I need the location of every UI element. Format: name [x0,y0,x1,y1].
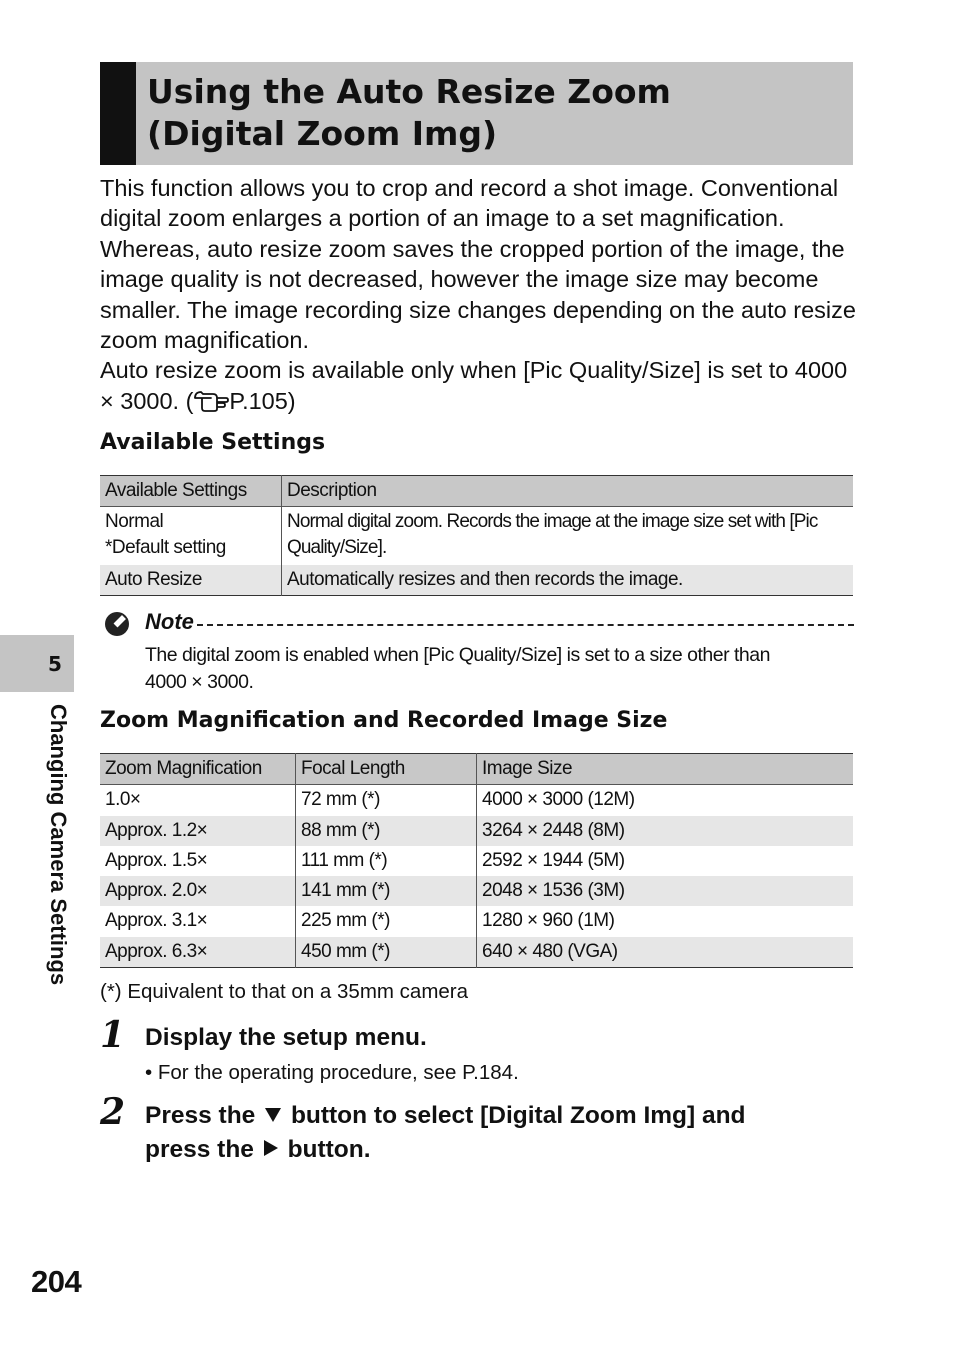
table-header-cell: Description [282,476,854,507]
table-row [100,906,853,936]
note-label: Note [145,609,194,634]
step-number: 1 [100,1014,126,1056]
right-triangle-icon [263,1133,279,1167]
table-row [100,816,853,846]
note-divider [197,624,854,626]
note-text: The digital zoom is enabled when [Pic Quality/Size] is set to a size other than 4000 × 3000. [145,644,770,693]
available-settings-heading: Available Settings [100,430,326,455]
intro-paragraph-2 [100,355,860,420]
table-footnote: (*) Equivalent to that on a 35mm camera [100,980,469,1003]
table-cell: Approx. 1.5× [100,846,296,876]
table-cell: 450 mm (*) [296,937,477,968]
down-triangle-icon [264,1099,282,1133]
table-cell: 2592 × 1944 (5M) [482,849,625,871]
table-cell: 2048 × 1536 (3M) [482,880,625,902]
table-row [100,565,853,596]
title-band [100,62,853,165]
table-header-row [100,476,853,507]
table-cell: 3264 × 2448 (8M) [482,819,625,841]
table-cell: 225 mm (*) [296,906,477,936]
table-cell: Approx. 3.1× [100,906,296,936]
table-cell [100,507,282,566]
table-row [100,507,853,566]
table-row [100,876,853,906]
table-cell: 4000 × 3000 (12M) [482,789,635,811]
table-cell: Auto Resize [100,565,282,596]
setting-name: Normal [105,511,164,532]
table-cell: 1280 × 960 (1M) [482,910,615,932]
table-cell: Approx. 2.0× [100,876,296,906]
zoom-table [100,753,853,968]
page-number: 204 [31,1264,82,1299]
table-cell: Approx. 6.3× [100,937,296,968]
table-header-cell: Image Size [477,754,854,785]
default-setting-note: *Default setting [105,537,226,558]
chapter-title: Changing Camera Settings [46,704,71,986]
table-cell: 141 mm (*) [296,876,477,906]
table-row [100,937,853,968]
page-title [147,71,837,155]
note-header [100,607,854,639]
note-pencil-icon [102,608,132,643]
intro-paragraph-2-text: Auto resize zoom is available only when [Pic Quality/Size] is set to 4000 × 3000. ( [100,357,848,414]
table-row [100,785,853,816]
table-header-cell: Zoom Magnification [100,754,296,785]
step-number: 2 [100,1091,126,1133]
intro-paragraph-1: This function allows you to crop and record a shot image. Conventional digital zoom enlarges a portion of an image to a set magnification. Whereas, auto resize zoom saves the cropped portion of the image, the image quality is not decreased, however the image size may become smaller. The image recording size changes depending on the auto resize zoom magnification. [100,175,856,354]
page-title-line-1: Using the Auto Resize Zoom [147,72,671,111]
table-cell: 72 mm (*) [296,785,477,816]
table-cell: Automatically resizes and then records the image. [287,569,683,590]
page-title-line-2: (Digital Zoom Img) [147,114,498,153]
table-cell: 88 mm (*) [296,816,477,846]
step-2-text [145,1099,746,1167]
settings-table [100,475,853,596]
title-bar-accent [100,62,136,165]
table-cell: 111 mm (*) [296,846,477,876]
intro-text [100,173,860,420]
table-row [100,846,853,876]
step-1-text: Display the setup menu. [145,1024,427,1051]
table-header-cell: Available Settings [100,476,282,507]
table-cell: 640 × 480 (VGA) [482,940,618,962]
table-cell: Normal digital zoom. Records the image at the image size set with [Pic Quality/Size]. [287,511,818,558]
chapter-number: 5 [48,652,62,676]
pointing-hand-icon [193,389,229,420]
intro-reference[interactable]: P.105) [229,387,296,414]
step-2-text-c: press the [145,1136,254,1163]
step-2-text-d: button. [287,1136,371,1163]
table-header-row [100,754,853,785]
step-2-text-b: button to select [Digital Zoom Img] and [290,1102,746,1129]
table-header-cell: Focal Length [296,754,477,785]
table-cell: Approx. 1.2× [100,816,296,846]
step-2-text-a: Press the [145,1102,256,1129]
table-cell: 1.0× [100,785,296,816]
zoom-table-heading: Zoom Magnification and Recorded Image Size [100,708,668,733]
step-1-bullet: • For the operating procedure, see P.184. [145,1061,519,1084]
